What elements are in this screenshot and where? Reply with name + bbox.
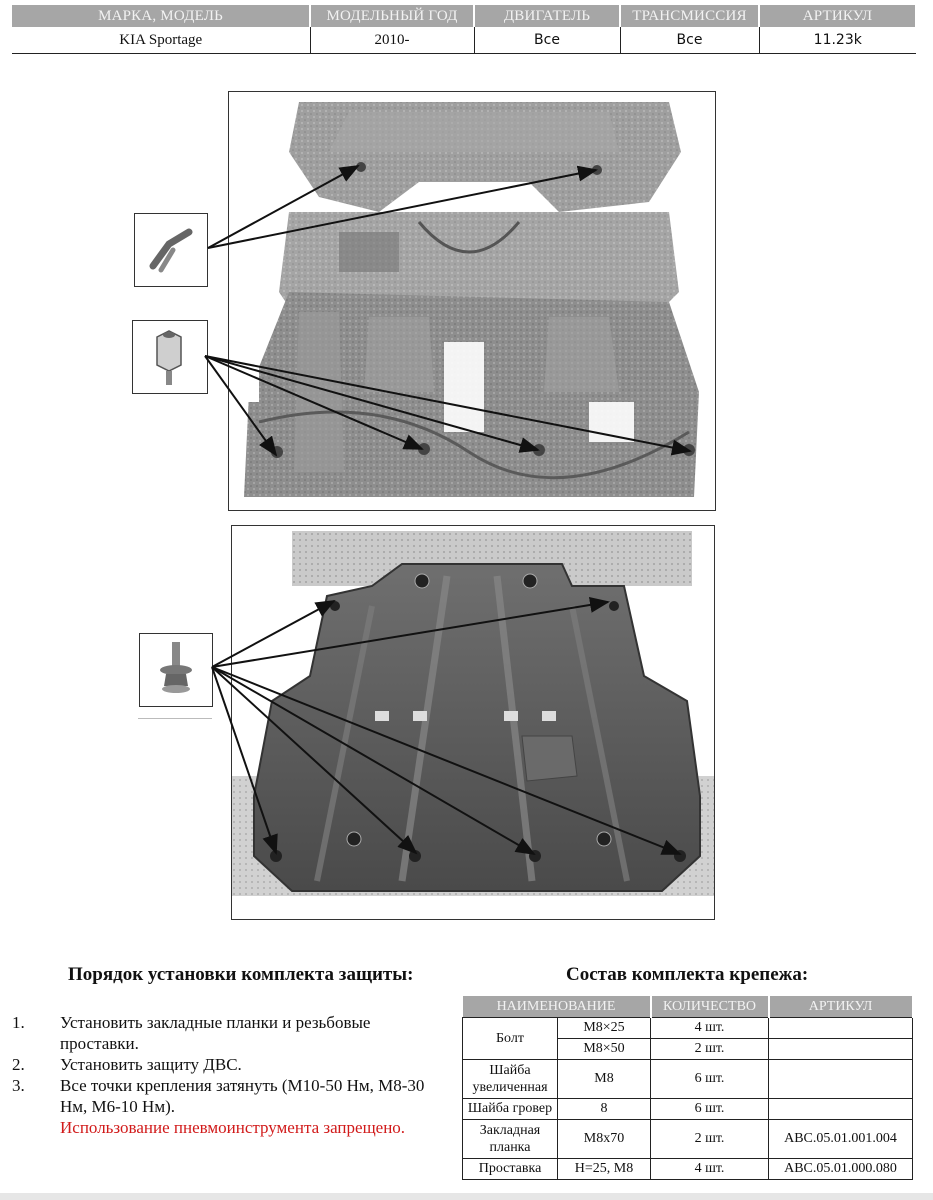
spacer-name: Проставка [463,1159,558,1180]
bolt-article-1 [769,1018,913,1039]
spacer-spec: Н=25, М8 [558,1159,651,1180]
plate-name-line-2: планка [489,1140,531,1155]
step-text: Установить закладные планки и резьбовые проставки. [60,1013,371,1053]
washer-big-name-line-2: увеличенная [472,1080,548,1095]
col-year: МОДЕЛЬНЫЙ ГОД [310,5,474,27]
fasteners-header [463,996,913,1018]
step-number: 3. [12,1076,25,1095]
skid-plate-illustration [232,526,714,919]
table-row [463,1120,913,1159]
fasteners-table [462,996,914,1180]
kit-title: Состав комплекта крепежа: [566,964,809,985]
col-article: АРТИКУЛ [769,996,913,1018]
bolt-thumbnail [139,633,213,707]
grover-article [769,1099,913,1120]
plate-article: АВС.05.01.001.004 [769,1120,913,1159]
bolt-qty-1: 4 шт. [651,1018,769,1039]
washer-big-name [463,1060,558,1099]
hex-spacer-icon [133,321,207,393]
plate-name-line-1: Закладная [479,1123,541,1138]
flange-bolt-icon [140,634,212,706]
table-row [463,1159,913,1180]
year-value: 2010- [310,27,474,54]
spacer-qty: 4 шт. [651,1159,769,1180]
step-text: Все точки крепления затянуть (М10-50 Нм, М8-30 Нм, М6-10 Нм). [60,1076,425,1116]
plate-name [463,1120,558,1159]
step-number: 2. [12,1055,25,1074]
bolt-name: Болт [463,1018,558,1060]
washer-big-name-line-1: Шайба [489,1063,531,1078]
bolt-spec-1: М8×25 [558,1018,651,1039]
grover-qty: 6 шт. [651,1099,769,1120]
bolt-article-2 [769,1039,913,1060]
engine-value: Все [474,27,620,54]
table-row [463,1060,913,1099]
grover-name: Шайба гровер [463,1099,558,1120]
model-value: KIA Sportage [12,27,310,54]
vehicle-info-table [12,5,917,54]
bracket-thumbnail [134,213,208,287]
col-quantity: КОЛИЧЕСТВО [651,996,769,1018]
spacer-article: АВС.05.01.000.080 [769,1159,913,1180]
col-transmission: ТРАНСМИССИЯ [620,5,759,27]
washer-big-spec: М8 [558,1060,651,1099]
transmission-value: Все [620,27,759,54]
article-value: 11.23k [759,27,916,54]
bracket-icon [135,214,207,286]
plate-spec: М8х70 [558,1120,651,1159]
bolt-spec-2: М8×50 [558,1039,651,1060]
list-item [12,1075,452,1138]
list-item [12,1054,452,1075]
col-model: МАРКА, МОДЕЛЬ [12,5,310,27]
instructions-title: Порядок установки комплекта защиты: [68,964,414,985]
table-row [463,1018,913,1039]
washer-big-article [769,1060,913,1099]
vehicle-info-row [12,27,916,54]
spacer-thumbnail [132,320,208,394]
divider-line [138,718,212,719]
washer-big-qty: 6 шт. [651,1060,769,1099]
warning-text: Использование пневмоинструмента запрещено. [60,1118,406,1137]
col-article: АРТИКУЛ [759,5,916,27]
table-row [463,1099,913,1120]
instructions-list [12,1012,452,1138]
col-name: НАИМЕНОВАНИЕ [463,996,651,1018]
skid-plate-photo [231,525,715,920]
footer-bar [0,1193,933,1200]
list-item [12,1012,452,1054]
grover-spec: 8 [558,1099,651,1120]
underbody-photo [228,91,716,511]
step-number: 1. [12,1013,25,1032]
bolt-qty-2: 2 шт. [651,1039,769,1060]
step-text: Установить защиту ДВС. [60,1055,242,1074]
plate-qty: 2 шт. [651,1120,769,1159]
col-engine: ДВИГАТЕЛЬ [474,5,620,27]
vehicle-info-header [12,5,916,27]
underbody-illustration [229,92,715,510]
